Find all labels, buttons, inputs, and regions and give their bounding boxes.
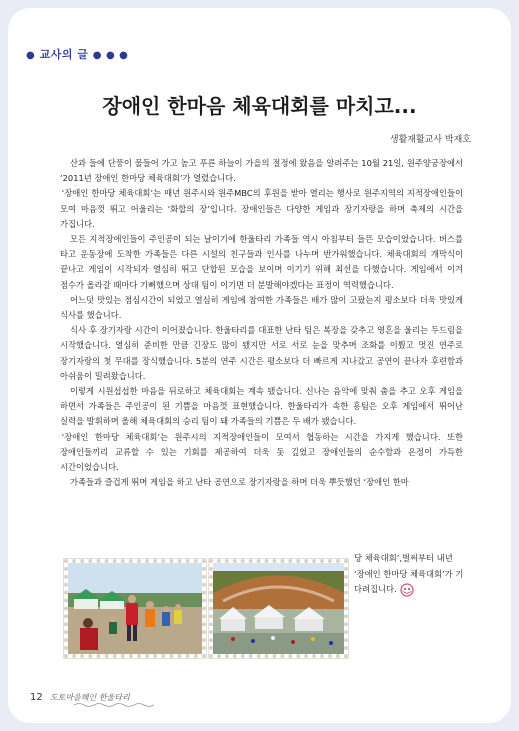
- paragraph: ‘장애인 한마당 체육대회’는 매년 원주시와 원주MBC의 후원을 받아 열리는 행사로 원주지역의 지적장애인들이 모여 마음껏 뛰고 어울리는 ‘화합의 장’입니다. 장애인들은 다양한 게임과 장기자랑을 하며 축제의 시간을 가집니다.: [60, 188, 463, 229]
- paragraph: 식사 후 장기자랑 시간이 이어졌습니다. 한울타리를 대표한 난타 팀은 복장을 갖추고 영혼을 울리는 두드림을 시작했습니다. 열심히 준비한 만큼 긴장도 많이 됐지만 서로 서로 눈을 맞추며 조화를 이뤘고 멋진 연주로 장기자랑의 첫 무대를 장식했습니다. 5분의 연주 시간은 평소보다 더 빠르게 지나갔고 공연이 끝나자 후련함과 아쉬움이 밀려왔습니다.: [60, 325, 463, 381]
- section-label: 교사의 글: [39, 48, 89, 61]
- paragraph: ‘장애인 한마당 체육대회’는 원주시의 지적장애인들이 모여서 협동하는 시간을 가지게 했습니다. 또한 장애인들끼리 교류할 수 있는 기회를 제공하여 더욱 돗 깊었고 장애인들의 순수함과 온정이 가득한 시간이었습니다.: [60, 431, 463, 473]
- page: [8, 8, 511, 723]
- article-author: 생활재활교사 박재호: [389, 135, 471, 145]
- footer-wave-decoration: [74, 702, 154, 708]
- side-paragraph: [354, 551, 464, 598]
- bullet-icon: ●: [26, 50, 36, 61]
- paragraph: 가족들과 즐겁게 뛰며 게임을 하고 난타 공연으로 장기자랑을 하며 더욱 뿌듯했던 ‘장애인 한마: [69, 477, 409, 488]
- photo-image: [213, 563, 344, 654]
- smiley-icon: [399, 583, 415, 597]
- article-title: 장애인 한마음 체육대회를 마치고...: [102, 94, 417, 118]
- page-footer: [30, 692, 130, 703]
- paragraph: 이렇게 시원섭섭한 마음을 뒤로하고 체육대회는 계속 됐습니다. 신나는 음악에 맞춰 춤을 추고 오후 게임을 하면서 가족들은 주인공이 된 기쁨을 마음껏 표현했습니다. 한울타리가 속한 흥팀은 오후 게임에서 뛰어난 실력을 발휘하며 올해 체육대회의 승리 팀이 돼 가족들의 기쁨은 두 배가 됐습니다.: [60, 386, 463, 427]
- paragraph: 모든 지적장애인들이 주인공이 되는 날이기에 한울타리 가족들 역시 아침부터 들뜬 모습이었습니다. 버스를 타고 운동장에 도착한 가족들은 다른 시설의 친구들과 인사를 나누며 반가워했습니다. 체육대회의 개막식이 끝나고 게임이 시작되자 열심히 뛰고 단합된 모습을 보이며 이기기 위해 최선을 다했습니다. 게임에서 이겨 점수가 올라갈 때마다 기뻐했으며 상대 팀이 이기면 더 분발해야겠다는 표정이 역력했습니다.: [60, 234, 463, 290]
- paragraph: 어느덧 맛있는 점심시간이 되었고 열심히 게임에 참여한 가족들은 배가 많이 고팠는지 평소보다 더욱 맛있게 식사를 했습니다.: [60, 294, 463, 321]
- side-paragraph-text: 당 체육대회’,벌써부터 내년 ‘장애인 한마당 체육대회’가 기다려집니다.: [354, 553, 464, 595]
- dots-icon: ● ● ●: [92, 50, 129, 61]
- photo-sports-day-crowd: [64, 559, 206, 658]
- photo-stadium-tents: [209, 559, 348, 658]
- paragraph: 산과 들에 단풍이 물들어 가고 높고 푸른 하늘이 가을의 절정에 왔음을 알려주는 10월 21일, 원주양궁장에서 ‘2011년 장애인 한마당 체육대회’가 열렸습니다.: [60, 158, 463, 184]
- section-header: [26, 46, 128, 62]
- page-number: 12: [30, 692, 43, 703]
- photo-image: [68, 563, 202, 654]
- article-body: [60, 156, 463, 490]
- publication-name: 도토마을해인 한울타리: [49, 693, 130, 702]
